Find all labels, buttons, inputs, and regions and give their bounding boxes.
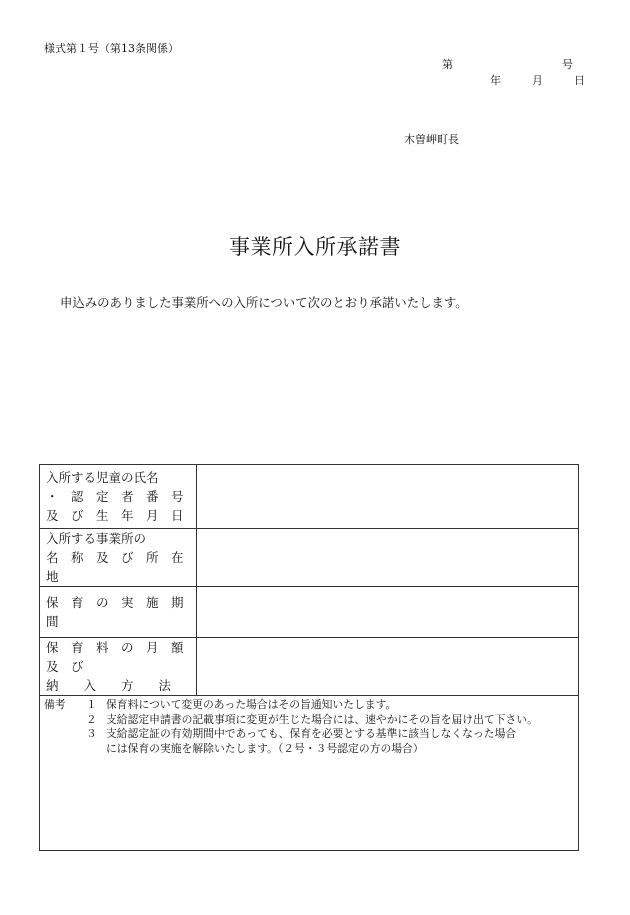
remarks-item-text: 支給認定証の有効期間中であっても、保育を必要とする基準に該当しなくなった場合: [106, 727, 517, 741]
document-number-prefix: 第: [442, 58, 453, 71]
document-number-suffix: 号: [562, 58, 573, 71]
label-line: 入所する事業所の: [46, 531, 147, 546]
remarks-item-text: 支給認定申請書の記載事項に変更が生じた場合には、速やかにその旨を届け出て下さい。: [106, 712, 538, 726]
date-day: 日: [574, 74, 585, 87]
facility-label: [40, 529, 197, 587]
remarks-label: 備考: [44, 698, 66, 711]
intro-text: 申込みのありました事業所への入所について次のとおり承諾いたします。: [60, 295, 468, 310]
label-line: 保 育 料 の 月 額 及 び: [46, 640, 197, 674]
remarks-item-number: ２: [86, 712, 97, 726]
remarks-item-number: １: [86, 698, 97, 711]
label-line: 及 び 生 年 月 日: [46, 508, 184, 523]
date-year: 年: [490, 74, 501, 87]
facility-field[interactable]: [197, 529, 579, 587]
fee-field[interactable]: [197, 638, 579, 696]
addressee: 木曽岬町長: [404, 133, 459, 146]
table-row: [40, 638, 579, 696]
child-info-field[interactable]: [197, 465, 579, 529]
remarks-row: [40, 696, 579, 851]
remarks-item: [44, 713, 574, 728]
date-month: 月: [532, 74, 543, 87]
document-title: 事業所入所承諾書: [229, 235, 401, 259]
childcare-period-field[interactable]: [197, 587, 579, 638]
label-line: ・ 認 定 者 番 号: [46, 489, 184, 504]
date-line: [490, 72, 585, 88]
remarks-item-text: 保育料について変更のあった場合はその旨通知いたします。: [106, 698, 397, 711]
form-number: 様式第１号（第13条関係）: [44, 42, 179, 55]
table-row: [40, 529, 579, 587]
remarks-continuation: には保育の実施を解除いたします。（２号・３号認定の方の場合）: [106, 741, 424, 755]
remarks-item: [44, 727, 574, 742]
table-row: [40, 465, 579, 529]
child-info-label: [40, 465, 197, 529]
label-line: 納 入 方 法: [46, 678, 172, 693]
label-line: 名 称 及 び 所 在 地: [46, 550, 197, 584]
remarks-item-number: ３: [86, 727, 97, 741]
label-line: 入所する児童の氏名: [46, 470, 159, 485]
label-line: 保 育 の 実 施 期 間: [46, 595, 197, 629]
approval-form-table: [39, 464, 579, 851]
fee-label: [40, 638, 197, 696]
childcare-period-label: [40, 587, 197, 638]
remarks-item: [44, 698, 574, 713]
remarks-cell: [40, 696, 579, 851]
table-row: [40, 587, 579, 638]
document-number-line: [442, 56, 573, 72]
